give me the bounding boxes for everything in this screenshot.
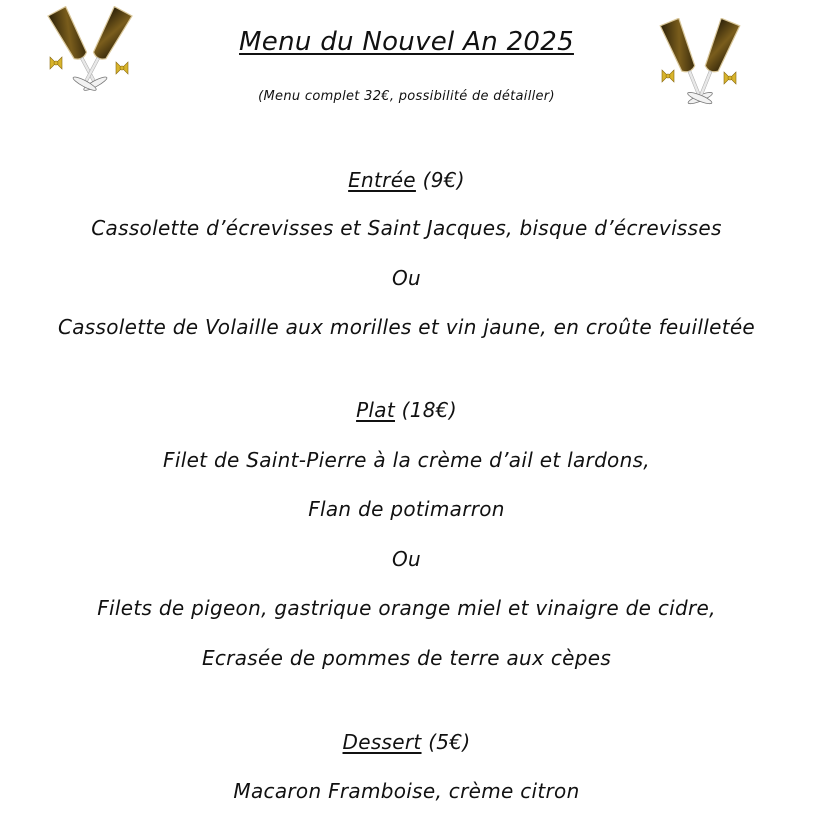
section-name: Dessert (342, 730, 422, 754)
menu-subtitle: (Menu complet 32€, possibilité de détailler) (258, 89, 555, 104)
menu-item: Ecrasée de pommes de terre aux cèpes (201, 646, 612, 670)
menu-item: Cassolette d’écrevisses et Saint Jacques, bisque d’écrevisses (91, 216, 722, 240)
section-heading-entree (0, 168, 813, 192)
section-name: Entrée (348, 168, 416, 192)
menu-title (0, 27, 813, 57)
section-heading-dessert (0, 730, 813, 754)
menu-item: Macaron Framboise, crème citron (233, 779, 580, 803)
menu-title-text: Menu du Nouvel An 2025 (239, 27, 574, 57)
section-heading-plat (0, 398, 813, 422)
menu-item: Cassolette de Volaille aux morilles et vin jaune, en croûte feuilletée (57, 315, 756, 339)
section-price: (18€) (401, 398, 457, 422)
menu-item: Flan de potimarron (308, 497, 505, 521)
section-name: Plat (356, 398, 395, 422)
menu-separator-ou: Ou (391, 266, 422, 290)
menu-separator-ou: Ou (391, 547, 422, 571)
menu-item: Filet de Saint-Pierre à la crème d’ail et lardons, (163, 448, 650, 472)
menu-item: Filets de pigeon, gastrique orange miel et vinaigre de cidre, (97, 596, 716, 620)
section-price: (5€) (428, 730, 471, 754)
section-price: (9€) (422, 168, 465, 192)
